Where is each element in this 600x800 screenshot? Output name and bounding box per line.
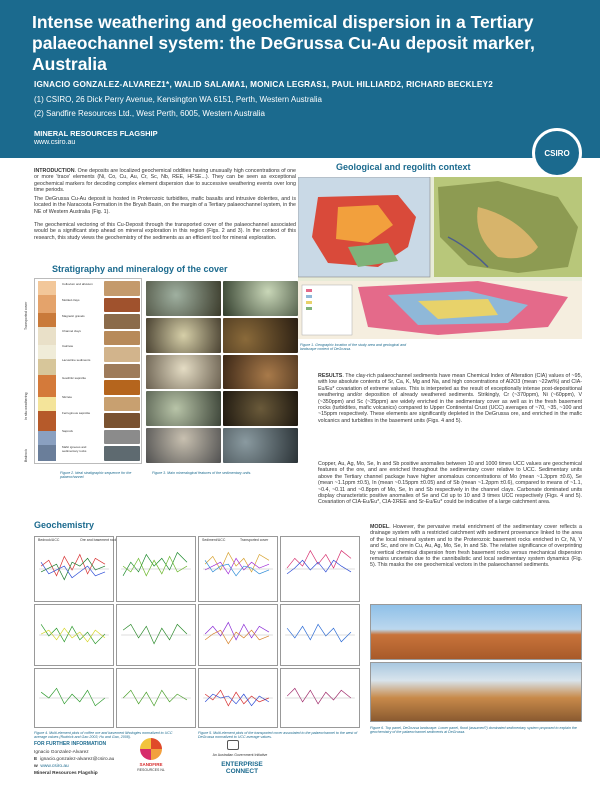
plot3-title: Sediment/UCC xyxy=(202,538,226,542)
sedimentary-model-illustration xyxy=(370,662,582,722)
stratigraphy-heading: Stratigraphy and mineralogy of the cover xyxy=(52,264,228,274)
sandfire-logo-icon xyxy=(140,738,162,760)
affiliation-2: (2) Sandfire Resources Ltd., West Perth, 6005, Western Australia xyxy=(34,109,265,118)
geochem-plot-9 xyxy=(34,668,114,728)
intro-paragraph-3: The geochemical vectoring of this Cu-Deposit through the transported cover of the palaeochannel associated would be a significant step ahead on mineral exploration in this region (Figs. 2 and 3). In the context of this research, this study views the geochemistry of the sediments as an efficient tool for mineral exploration. xyxy=(34,222,296,241)
geochem-plot-7 xyxy=(198,604,278,666)
sandfire-logo-text: SANDFIRE xyxy=(139,762,163,767)
weathered-side-label: In situ weathering xyxy=(24,392,28,420)
csiro-logo: CSIRO xyxy=(532,128,582,178)
results-paragraph-1: RESULTS. The clay-rich palaeochannel sediments have mean Chemical Index of Alteration (CIA) values of ~95, with low absolute contents of Sr, Ca, K, Mg and Na, and high concentrations of Al2O3 (mean ~22wt%) and CIA-Eu/Eu* covariation of extreme values. This is interpreted as the result of exceptionally intense post-depositional weathering and/or deposition of already weathered sediments. Strikingly, Cr (~370ppm), Ni (~60ppm), V (~350ppm) and Sc (~35ppm) are widely enriched in the sedimentary cover as well as in the fresh basement rocks (turbidites, mafic volcanics) compared to Upper Continental Crust (UCC) averages of ~70, ~35, ~100 and ~15ppm respectively. These elements are significantly depleted in the DeGrussa ore, and enriched in the mafic volcanics and turbidites in the basement units (Figs. 4 and 5). xyxy=(318,373,582,424)
strat-unit-3: Magnetic gravels xyxy=(62,314,85,318)
model-paragraph: MODEL. However, the pervasive metal enrichment of the sedimentary cover reflects a drainage system with a restricted catchment with sediment provenance linked to the area of the local mineral system and to the Proterozoic basement rocks enriched in Cr, Ni, V and Sc, and ore in Cu, Au, Ag, Mo, Se, In and Sb. The relative significance of overprinting by vertical chemical dispersion from fresh basement rocks versus mechanical dispersion remains uncertain due to the cannibalistic and local sedimentary system dynamics (Fig. 5). This masks the ore geochemical vectors in the palaeochannel sediments. xyxy=(370,524,582,569)
geochem-plot-1 xyxy=(34,536,114,602)
enterprise-connect-logo: ENTERPRISE CONNECT xyxy=(221,761,263,775)
strat-unit-7: Goethitic saprolite xyxy=(62,376,87,380)
geochem-plot-3 xyxy=(198,536,278,602)
strat-unit-8: Silcrete xyxy=(62,395,73,399)
strat-unit-10: Saprock xyxy=(62,429,74,433)
strat-unit-11: Mafic igneous and sedimentary rocks xyxy=(62,445,87,453)
geochem-plot-6 xyxy=(116,604,196,666)
landscape-photo xyxy=(370,604,582,660)
affiliation-1: (1) CSIRO, 26 Dick Perry Avenue, Kensington WA 6151, Perth, Western Australia xyxy=(34,95,322,104)
cover-side-label: Transported cover xyxy=(24,301,28,330)
geochem-plot-10 xyxy=(116,668,196,728)
plot1-subtitle: Ore and basement rocks xyxy=(80,538,119,542)
intro-paragraph-2: The DeGrussa Cu-Au deposit is hosted in Proterozoic turbidites, mafic basalts and intrusive dolerites, and is located in the Naracoota Formation in the Bryah Basin, on the margin of a Tertiary palaeochannel system, in the NE of Western Australia (Fig. 1). xyxy=(34,196,296,215)
strat-unit-5: Calcrete xyxy=(62,344,74,348)
fig5-caption: Figure 5. Multi-element plots of the transported cover associated to the palaeochannel to the west of DeGrussa normalized to UCC average values. xyxy=(198,731,358,740)
footer-web-row: w www.csiro.au xyxy=(34,764,69,769)
geochemistry-heading: Geochemistry xyxy=(34,520,95,530)
footer-web-link[interactable]: www.csiro.au xyxy=(40,764,69,769)
strat-unit-6: Lacustrine sediments xyxy=(62,358,91,362)
strat-unit-1: Colluvium and alluvium xyxy=(62,282,93,286)
strat-unit-9: Ferruginous saprolite xyxy=(62,411,91,415)
plot3-subtitle: Transported cover xyxy=(240,538,269,542)
footer-email-row: E ignacio.gonzalez-alvarez@csiro.au xyxy=(34,757,115,762)
geochem-plot-2 xyxy=(116,536,196,602)
fig3-caption: Figure 3. Main mineralogical features of the sedimentary units. xyxy=(152,471,252,475)
authors: IGNACIO GONZALEZ-ALVAREZ1*, WALID SALAMA1, MONICA LEGRAS1, PAUL HILLIARD2, RICHARD BECKLEY2 xyxy=(34,80,493,89)
geo-context-heading: Geological and regolith context xyxy=(336,162,471,172)
geochem-plot-4 xyxy=(280,536,360,602)
geochem-plot-12 xyxy=(280,668,360,728)
sample-photos xyxy=(104,281,140,461)
government-crest-icon xyxy=(227,740,239,750)
geochem-plot-5 xyxy=(34,604,114,666)
website-label: www.csiro.au xyxy=(34,139,76,146)
results-paragraph-2: Copper, Au, Ag, Mo, Se, In and Sb positive anomalies between 10 and 1000 times UCC values are geochemical features of the ore, and are enriched throughout the sedimentary cover relative to UCC. Sedimentary units above the Tertiary channel package have higher anomalous concentrations of Mo (mean ~1.3ppm ±0.6), Se (mean ~1.1ppm ±0.5), In (mean ~0.15ppm ±0.05) and of Sb (mean ~1.2ppm ±0.6), compared to means of ~1.1, ~0.4, ~0.11 and ~0.8ppm of Mo, Se, In and Sb respectively in the channel clays. Carbonate dominated units display characteristic positive anomalies of Se and Cd up to 10 and 3 times UCC respectively (Figs. 4 and 5). Covariation of CIA-Eu/Eu*, CIA-ΣREE and Sr-Eu/Eu* could be indicative of a large catchment area. xyxy=(318,461,582,506)
intro-paragraph-1: INTRODUCTION. One deposits are localized geochemical oddities having unusually high concentrations of one or more 'trace' elements (Ni, Co, Cu, Au, Cr, Sc, Nb, REE, HFSE...). They can be seen as exceptional geochemical markers for decoding complex element dispersion due to successive weathering events over long time periods. xyxy=(34,168,296,194)
strat-column xyxy=(38,281,56,461)
sandfire-logo-sub: RESOURCES NL xyxy=(137,768,165,772)
gov-initiative-label: An Australian Government Initiative xyxy=(212,753,268,757)
flagship-label: MINERAL RESOURCES FLAGSHIP xyxy=(34,129,158,138)
strat-unit-4: Channel clays xyxy=(62,329,81,333)
micrograph-grid xyxy=(146,281,298,463)
poster-header xyxy=(0,0,600,158)
geological-map xyxy=(298,177,582,339)
geochem-plot-8 xyxy=(280,604,360,666)
fig1-caption: Figure 1. Geographic location of the study area and geological and landscape context of DeGrussa. xyxy=(300,343,407,352)
fig2-caption: Figure 2. Ideal stratigraphic sequence for the palaeochannel. xyxy=(60,471,132,480)
footer-flagship: Mineral Resources Flagship xyxy=(34,771,98,776)
fig6-caption: Figure 6. Top panel, DeGrussa landscape. Lower panel, flood (assumed?) dominated sedimentary system proposed to explain the geochemistry of the palaeochannel sediments at DeGrussa. xyxy=(370,726,577,735)
footer-email[interactable]: ignacio.gonzalez-alvarez@csiro.au xyxy=(39,757,115,762)
footer-title: FOR FURTHER INFORMATION xyxy=(34,741,107,747)
bedrock-side-label: Bedrock xyxy=(24,449,28,462)
geochem-plot-11 xyxy=(198,668,278,728)
plot1-title: Bedrock/UCC xyxy=(38,538,60,542)
strat-unit-2: Mottled clays xyxy=(62,298,80,302)
poster-title: Intense weathering and geochemical dispersion in a Tertiary palaeochannel system: the DeGrussa Cu-Au deposit marker, Australia xyxy=(32,12,535,74)
fig4-caption: Figure 4. Multi-element plots of coffee ore and basement lithologies normalized to UCC average values (Rudnick and Gao 2003; Hu and Gao, 2008). xyxy=(34,731,173,740)
footer-name: Ignacio Gonzalez-Alvarez xyxy=(34,750,89,755)
